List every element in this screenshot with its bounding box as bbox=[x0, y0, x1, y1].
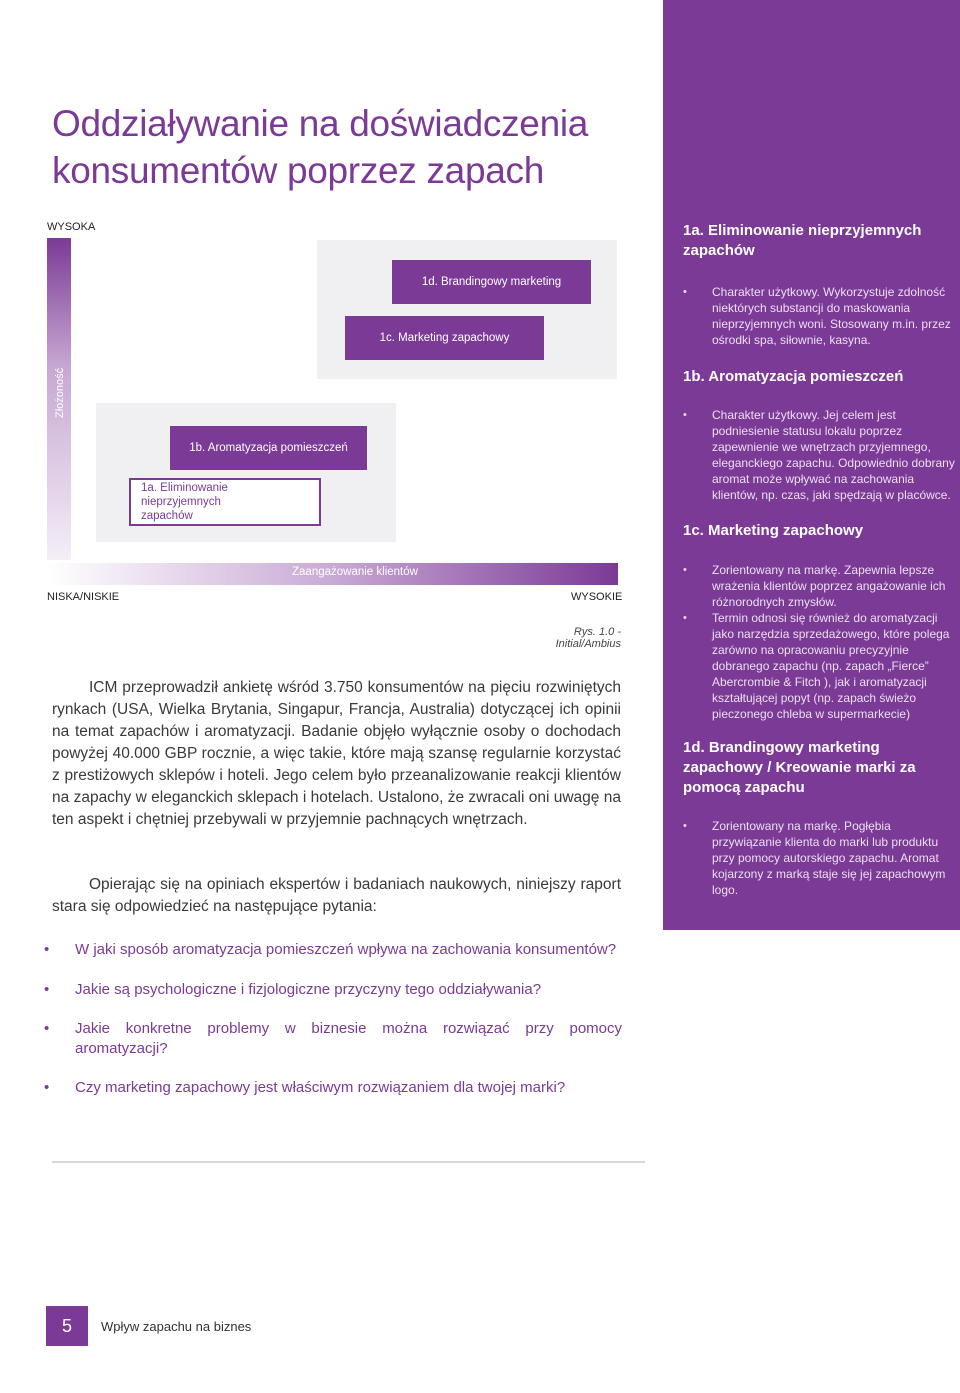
box-1a bbox=[129, 478, 321, 526]
section-name: Wpływ zapachu na biznes bbox=[101, 1319, 252, 1334]
sidebar-item: • Charakter użytkowy. Jej celem jest podniesienie statusu lokalu poprzez zapewnienie we wnętrzach przyjemnego, eleganckiego zapachu. Odpowiednio dobrany aromat może wpływać na zachowania klientów, np. czas, jaki spędzają w placówce. bbox=[683, 407, 959, 503]
sidebar-list-1a bbox=[683, 284, 959, 348]
paragraph-questions-intro: Opierając się na opiniach ekspertów i badaniach naukowych, niniejszy raport stara się odpowiedzieć na następujące pytania: bbox=[52, 876, 621, 915]
page-number: 5 bbox=[46, 1306, 88, 1346]
sidebar-item: • Charakter użytkowy. Wykorzystuje zdolność niektórych substancji do maskowania nieprzyjemnych woni. Stosowany m.in. przez ośrodki spa, siłownie, kasyna. bbox=[683, 284, 959, 348]
sidebar-item: • Zorientowany na markę. Pogłębia przywiązanie klienta do marki lub produktu przy pomocy autorskiego zapachu. Aromat kojarzony z marką staje się jej zapachowym logo. bbox=[683, 818, 959, 898]
question-item: • Jakie konkretne problemy w biznesie można rozwiązać przy pomocy aromatyzacji? bbox=[44, 1019, 622, 1059]
box-1a-label: 1a. Eliminowanie nieprzyjemnych zapachów bbox=[141, 482, 228, 522]
y-axis-label: Złożoność bbox=[54, 367, 66, 418]
sidebar-item: • Zorientowany na markę. Zapewnia lepsze wrażenia klientów poprzez angażowanie ich różnorodnych zmysłów. bbox=[683, 562, 959, 610]
box-1d: 1d. Brandingowy marketing bbox=[392, 260, 591, 304]
sidebar-heading-1c: 1c. Marketing zapachowy bbox=[683, 522, 864, 539]
question-item: • Czy marketing zapachowy jest właściwym rozwiązaniem dla twojej marki? bbox=[44, 1078, 622, 1098]
x-axis-label: Zaangażowanie klientów bbox=[292, 566, 418, 578]
sidebar-panel bbox=[663, 0, 960, 930]
figure-caption: Rys. 1.0 - Initial/Ambius bbox=[555, 626, 621, 650]
y-axis-high-label: WYSOKA bbox=[47, 221, 96, 233]
sidebar-list-1c bbox=[683, 562, 959, 722]
sidebar-item: • Termin odnosi się również do aromatyzacji jako narzędzia sprzedażowego, które polega zarówno na opracowaniu precyzyjnie dobranego zapachu (np. zapach „Fierce” Abercrombie & Fitch ), jak i aromatyzacji kształtującej popyt (np. zapach świeżo pieczonego chleba w supermarkecie) bbox=[683, 610, 959, 722]
box-1c: 1c. Marketing zapachowy bbox=[345, 316, 544, 360]
sidebar-heading-1b: 1b. Aromatyzacja pomieszczeń bbox=[683, 368, 904, 385]
paragraph-survey: ICM przeprowadził ankietę wśród 3.750 konsumentów na pięciu rozwiniętych rynkach (USA, Wielka Brytania, Singapur, Francja, Australia) dotyczącej ich opinii na temat zapachów i aromatyzacji. Badanie objęło wyłącznie osoby o dochodach powyżej 40.000 GBP rocznie, a więc takie, które mają szansę regularnie korzystać z prestiżowych sklepów i hoteli. Jego celem było przeanalizowanie reakcji klientów na zapachy w eleganckich sklepach i hotelach. Ustalono, że zwracali oni uwagę na ten aspekt i chętniej przebywali w przyjemnie pachnących wnętrzach. bbox=[52, 679, 621, 828]
title-line-2: konsumentów poprzez zapach bbox=[52, 150, 544, 191]
divider bbox=[52, 1161, 645, 1163]
box-1b: 1b. Aromatyzacja pomieszczeń bbox=[170, 426, 367, 470]
question-item: • W jaki sposób aromatyzacja pomieszczeń wpływa na zachowania konsumentów? bbox=[44, 940, 622, 960]
question-item: • Jakie są psychologiczne i fizjologiczne przyczyny tego oddziaływania? bbox=[44, 980, 622, 1000]
sidebar-list-1d bbox=[683, 818, 959, 898]
x-axis-high-label: WYSOKIE bbox=[571, 591, 623, 603]
diagram bbox=[0, 0, 660, 650]
questions-list bbox=[44, 940, 622, 1098]
sidebar-heading-1d: 1d. Brandingowy marketing zapachowy / Kreowanie marki za pomocą zapachu bbox=[683, 739, 916, 796]
title-line-1: Oddziaływanie na doświadczenia bbox=[52, 103, 589, 144]
sidebar-heading-1a: 1a. Eliminowanie nieprzyjemnych zapachów bbox=[683, 222, 922, 259]
x-axis-low-label: NISKA/NISKIE bbox=[47, 591, 120, 603]
sidebar-list-1b bbox=[683, 407, 959, 503]
